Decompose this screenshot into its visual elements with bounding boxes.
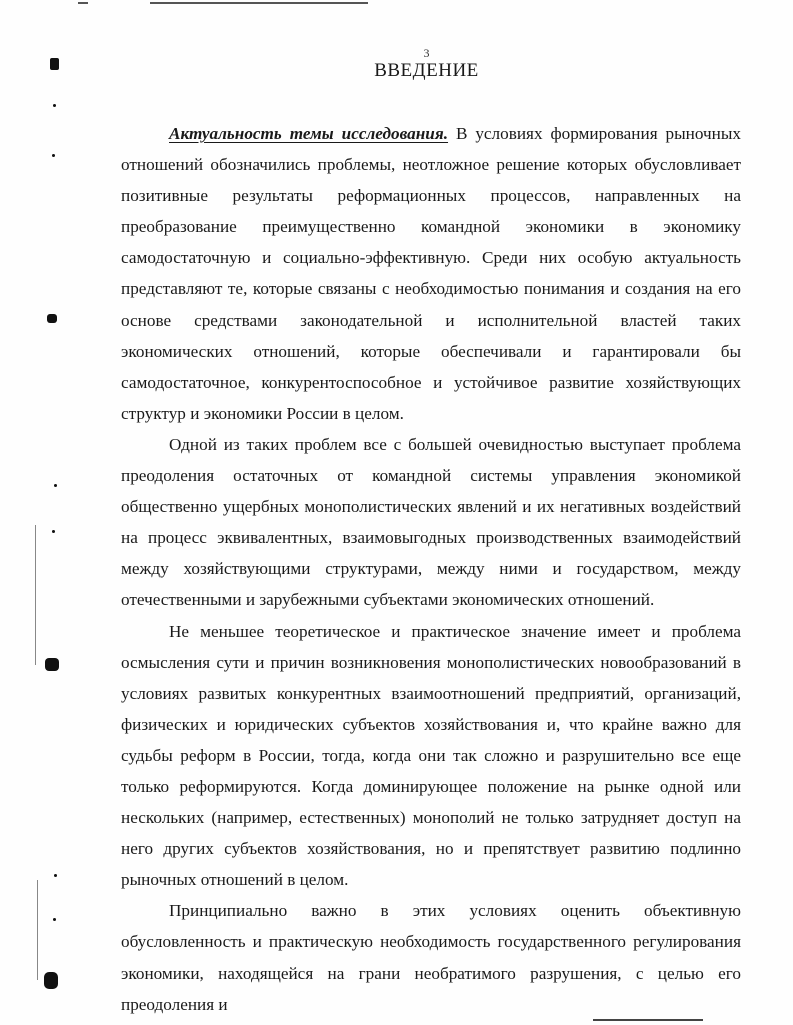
scan-artifact (54, 484, 57, 487)
scan-artifact (47, 314, 57, 323)
scan-artifact (35, 525, 36, 665)
scan-artifact (53, 104, 56, 107)
paragraph: Не меньшее теоретическое и практическое значение имеет и проблема осмысления сути и причин возникновения монополистических новообразований в условиях развитых конкурентных взаимоотношений предприятий, организаций, физических и юридических субъектов хозяйствования и, что крайне важно для судьбы реформ в России, тогда, когда они так сложно и разрушительно все еще только реформируются. Когда доминирующее положение на рынке одной или нескольких (например, естественных) монополий не только затрудняет доступ на него других субъектов хозяйствования, но и препятствует развитию подлинно рыночных отношений в целом. (121, 621, 741, 890)
scan-artifact (52, 154, 55, 157)
page-title: ВВЕДЕНИЕ (374, 60, 479, 81)
paragraph: Одной из таких проблем все с большей очевидностью выступает проблема преодоления остаточных от командной системы управления экономикой общественно ущербных монополистических явлений и их негативных воздействий на процесс эквивалентных, взаимовыгодных производственных взаимодействий между хозяйствующими структурами, между ними и государством, между отечественными и зарубежными субъектами экономических отношений. (121, 434, 741, 610)
scan-bottom-rule (593, 1019, 703, 1021)
body-text (121, 118, 741, 1020)
page-number: 3 (423, 46, 430, 60)
paragraph (121, 118, 741, 429)
scan-top-rule (78, 2, 88, 4)
paragraph-lead: Актуальность темы исследования. (169, 124, 449, 143)
scan-artifact (45, 658, 59, 671)
scan-artifact (44, 972, 58, 989)
paragraph-text: В условиях формирования рыночных отношений обозначились проблемы, неотложное решение которых обусловливает позитивные результаты реформационных процессов, направленных на преобразование преимущественно командной экономики в экономику самодостаточную и социально-эффективную. Среди них особую актуальность представляют те, которые связаны с необходимостью понимания и создания на его основе средствами законодательной и исполнительной властей таких экономических отношений, которые обеспечивали и гарантировали бы самодостаточное, конкурентоспособное и устойчивое развитие хозяйствующих структур и экономики России в целом. (121, 124, 741, 423)
paragraph: Принципиально важно в этих условиях оценить объективную обусловленность и практическую необходимость государственного регулирования экономики, находящейся на грани необратимого разрушения, с целью его преодоления и (121, 901, 741, 1014)
scan-artifact (54, 874, 57, 877)
scan-artifact (52, 530, 55, 533)
scan-top-rule (150, 2, 368, 4)
scan-artifact (37, 880, 38, 980)
scan-artifact (53, 918, 56, 921)
